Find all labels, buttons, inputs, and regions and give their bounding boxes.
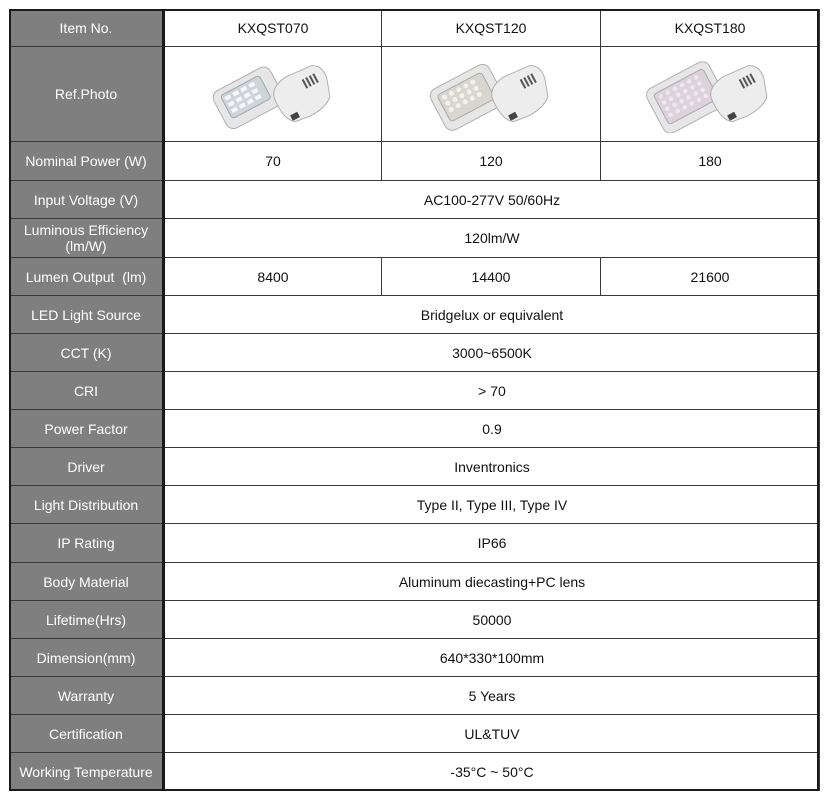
body-material-label: Body Material xyxy=(10,563,164,601)
dimension-value: 640*330*100mm xyxy=(164,639,820,677)
lumen-output-label: Lumen Output (lm) xyxy=(10,258,164,296)
input-voltage-label: Input Voltage (V) xyxy=(10,181,164,219)
nominal-power-label: Nominal Power (W) xyxy=(10,142,164,181)
nominal-power-value-2: 120 xyxy=(382,142,601,181)
light-distribution-value: Type II, Type III, Type IV xyxy=(164,486,820,524)
model-2: KXQST120 xyxy=(382,10,601,47)
working-temperature-value: -35°C ~ 50°C xyxy=(164,753,820,791)
driver-label: Driver xyxy=(10,448,164,486)
table-outer-border xyxy=(9,9,819,791)
warranty-label: Warranty xyxy=(10,677,164,715)
ip-rating-value: IP66 xyxy=(164,524,820,563)
cct-value: 3000~6500K xyxy=(164,334,820,372)
item-no-label: Item No. xyxy=(10,10,164,47)
lumen-output-value-3: 21600 xyxy=(601,258,820,296)
nominal-power-value-1: 70 xyxy=(164,142,382,181)
cct-label: CCT (K) xyxy=(10,334,164,372)
led-source-value: Bridgelux or equivalent xyxy=(164,296,820,334)
model-3: KXQST180 xyxy=(601,10,820,47)
driver-value: Inventronics xyxy=(164,448,820,486)
ip-rating-label: IP Rating xyxy=(10,524,164,563)
certification-value: UL&TUV xyxy=(164,715,820,753)
working-temperature-label: Working Temperature xyxy=(10,753,164,791)
warranty-value: 5 Years xyxy=(164,677,820,715)
light-distribution-label: Light Distribution xyxy=(10,486,164,524)
lifetime-label: Lifetime(Hrs) xyxy=(10,601,164,639)
dimension-label: Dimension(mm) xyxy=(10,639,164,677)
nominal-power-value-3: 180 xyxy=(601,142,820,181)
led-source-label: LED Light Source xyxy=(10,296,164,334)
cri-label: CRI xyxy=(10,372,164,410)
luminous-efficiency-label-line2: (lm/W) xyxy=(65,238,107,254)
body-material-value: Aluminum diecasting+PC lens xyxy=(164,563,820,601)
input-voltage-value: AC100-277V 50/60Hz xyxy=(164,181,820,219)
luminous-efficiency-value: 120lm/W xyxy=(164,219,820,258)
lifetime-value: 50000 xyxy=(164,601,820,639)
power-factor-value: 0.9 xyxy=(164,410,820,448)
certification-label: Certification xyxy=(10,715,164,753)
lumen-output-value-2: 14400 xyxy=(382,258,601,296)
cri-value: > 70 xyxy=(164,372,820,410)
power-factor-label: Power Factor xyxy=(10,410,164,448)
model-1: KXQST070 xyxy=(164,10,382,47)
lumen-output-value-1: 8400 xyxy=(164,258,382,296)
ref-photo-label: Ref.Photo xyxy=(10,47,164,142)
luminous-efficiency-label-line1: Luminous Efficiency xyxy=(23,222,149,238)
